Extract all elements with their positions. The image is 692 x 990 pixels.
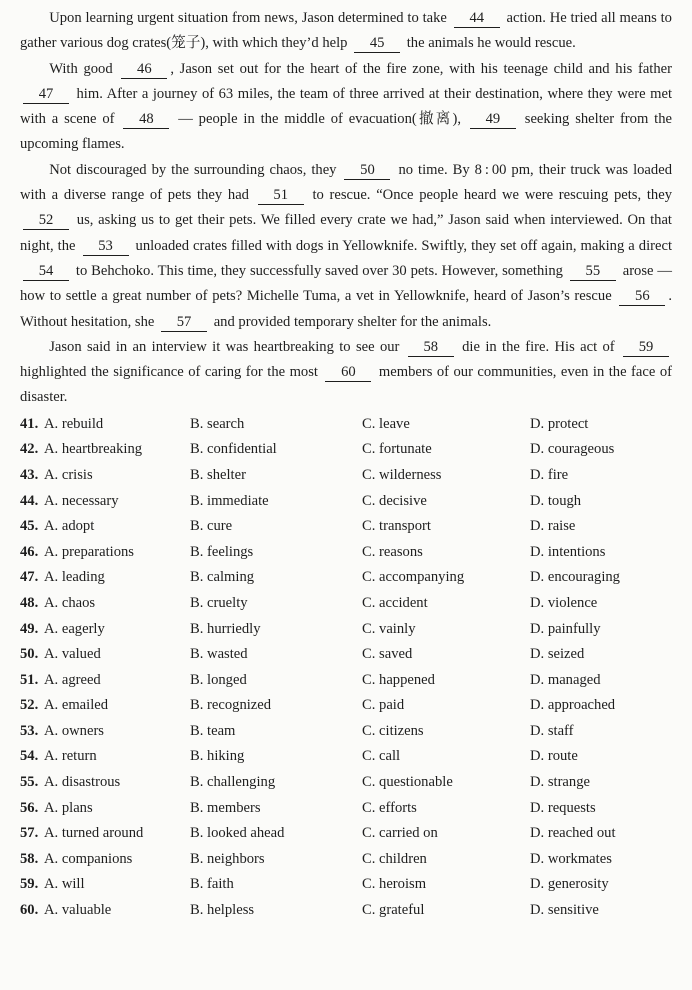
passage-text: no time. By 8 : 00 pm, their truck was loaded with a diverse range of pets they had <box>20 161 672 204</box>
answer-option: B. immediate <box>190 492 269 509</box>
question-row <box>20 668 672 694</box>
blank-number: 56 <box>619 288 665 306</box>
answer-option: C. happened <box>362 671 435 688</box>
answer-option: D. raise <box>530 518 576 535</box>
question-number: 52. <box>20 697 39 714</box>
answer-option: A. disastrous <box>44 774 121 791</box>
cloze-passage <box>20 6 672 411</box>
answer-options-list <box>20 412 672 924</box>
passage-text: and provided temporary shelter for the animals. <box>210 313 492 330</box>
answer-option: A. valuable <box>44 902 112 919</box>
passage-text: Jason said in an interview it was heartbreaking to see our <box>49 338 405 355</box>
blank-number: 57 <box>161 314 207 332</box>
answer-option: D. generosity <box>530 876 609 893</box>
answer-option: B. cruelty <box>190 594 248 611</box>
answer-option: C. decisive <box>362 492 427 509</box>
answer-option: B. calming <box>190 569 255 586</box>
passage-text: unloaded crates filled with dogs in Yellowknife. Swiftly, they set off again, making a direct <box>131 237 672 254</box>
passage-text: us, asking us to get their pets. We filled every crate we had,” Jason said when interviewed. On that night, the <box>20 212 672 254</box>
passage-text: , Jason set out for the heart of the fire zone, with his teenage child and his father <box>170 60 672 77</box>
blank-number: 54 <box>23 263 69 281</box>
answer-option: C. efforts <box>362 799 417 816</box>
answer-option: B. helpless <box>190 902 255 919</box>
answer-option: B. neighbors <box>190 850 265 867</box>
answer-option: D. strange <box>530 774 590 791</box>
blank-number: 50 <box>344 162 390 180</box>
question-row <box>20 514 672 540</box>
answer-option: A. plans <box>44 799 93 816</box>
answer-option: A. adopt <box>44 518 95 535</box>
question-number: 43. <box>20 466 39 483</box>
answer-option: C. carried on <box>362 825 438 842</box>
answer-option: D. protect <box>530 415 589 432</box>
question-number: 47. <box>20 569 39 586</box>
answer-option: C. accident <box>362 594 428 611</box>
answer-option: D. route <box>530 748 578 765</box>
answer-option: D. workmates <box>530 850 612 867</box>
question-row <box>20 693 672 719</box>
question-row <box>20 821 672 847</box>
answer-option: A. owners <box>44 722 104 739</box>
question-number: 46. <box>20 543 39 560</box>
answer-option: D. seized <box>530 646 585 663</box>
passage-text: arose — how to settle a great number of pets? Michelle Tuma, a vet in Yellowknife, heard of Jason’s rescue <box>20 262 673 305</box>
answer-option: D. staff <box>530 722 574 739</box>
question-row <box>20 617 672 643</box>
question-row <box>20 719 672 745</box>
question-number: 53. <box>20 722 39 739</box>
answer-option: C. citizens <box>362 722 424 739</box>
passage-paragraph <box>20 158 672 335</box>
answer-option: C. grateful <box>362 902 425 919</box>
answer-option: B. wasted <box>190 646 248 663</box>
question-row <box>20 591 672 617</box>
answer-option: D. reached out <box>530 825 616 842</box>
answer-option: C. reasons <box>362 543 423 560</box>
blank-number: 48 <box>123 111 169 129</box>
answer-option: C. accompanying <box>362 569 465 586</box>
blank-number: 45 <box>354 35 400 53</box>
answer-option: D. managed <box>530 671 601 688</box>
answer-option: D. encouraging <box>530 569 620 586</box>
answer-option: D. intentions <box>530 543 606 560</box>
passage-paragraph <box>20 335 672 411</box>
answer-option: C. wilderness <box>362 466 442 483</box>
blank-number: 60 <box>325 364 371 382</box>
blank-number: 49 <box>470 111 516 129</box>
answer-option: A. return <box>44 748 97 765</box>
answer-option: C. transport <box>362 518 431 535</box>
answer-option: D. courageous <box>530 441 615 458</box>
blank-number: 46 <box>121 61 167 79</box>
question-number: 48. <box>20 594 39 611</box>
answer-option: C. vainly <box>362 620 416 637</box>
blank-number: 53 <box>83 238 129 256</box>
answer-option: B. feelings <box>190 543 254 560</box>
passage-text: die in the fire. His act of <box>456 338 620 355</box>
answer-option: C. leave <box>362 415 410 432</box>
passage-text: to Behchoko. This time, they successfully saved over 30 pets. However, something <box>72 262 567 279</box>
answer-option: C. children <box>362 850 427 867</box>
question-number: 50. <box>20 646 39 663</box>
answer-option: B. cure <box>190 518 233 535</box>
question-number: 49. <box>20 620 39 637</box>
answer-option: B. longed <box>190 671 247 688</box>
answer-option: A. agreed <box>44 671 101 688</box>
passage-paragraph <box>20 6 672 57</box>
answer-option: D. approached <box>530 697 616 714</box>
question-number: 41. <box>20 415 39 432</box>
answer-option: B. hurriedly <box>190 620 261 637</box>
question-row <box>20 463 672 489</box>
question-row <box>20 412 672 438</box>
answer-option: B. members <box>190 799 261 816</box>
blank-number: 44 <box>454 10 500 28</box>
passage-text: . Without hesitation, she <box>20 288 672 330</box>
passage-text: — people in the middle of evacuation(撤离), <box>172 111 467 128</box>
question-number: 55. <box>20 774 39 791</box>
passage-text: Not discouraged by the surrounding chaos, they <box>49 161 342 178</box>
passage-paragraph <box>20 57 672 158</box>
question-number: 51. <box>20 671 39 688</box>
answer-option: B. search <box>190 415 245 432</box>
answer-option: A. preparations <box>44 543 134 560</box>
answer-option: B. shelter <box>190 466 246 483</box>
answer-option: C. heroism <box>362 876 427 893</box>
question-row <box>20 796 672 822</box>
answer-option: C. paid <box>362 697 405 714</box>
answer-option: A. chaos <box>44 594 96 611</box>
answer-option: D. tough <box>530 492 582 509</box>
question-number: 42. <box>20 441 39 458</box>
answer-option: A. leading <box>44 569 105 586</box>
question-number: 56. <box>20 799 39 816</box>
answer-option: A. will <box>44 876 85 893</box>
question-row <box>20 437 672 463</box>
question-row <box>20 898 672 924</box>
question-row <box>20 489 672 515</box>
answer-option: A. heartbreaking <box>44 441 143 458</box>
answer-option: B. faith <box>190 876 234 893</box>
question-row <box>20 744 672 770</box>
answer-option: A. rebuild <box>44 415 104 432</box>
passage-text: highlighted the significance of caring for the most <box>20 364 323 381</box>
question-number: 58. <box>20 850 39 867</box>
answer-option: C. questionable <box>362 774 453 791</box>
passage-text: action. He tried all means to gather various dog crates(笼子), with which they’d help <box>20 10 672 52</box>
question-number: 45. <box>20 518 39 535</box>
answer-option: A. eagerly <box>44 620 105 637</box>
question-number: 44. <box>20 492 39 509</box>
answer-option: A. companions <box>44 850 133 867</box>
answer-option: B. recognized <box>190 697 272 714</box>
answer-option: B. challenging <box>190 774 276 791</box>
passage-text: him. After a journey of 63 miles, the team of three arrived at their destination, where they were met with a scene of <box>20 85 672 128</box>
question-number: 60. <box>20 902 39 919</box>
passage-text: members of our communities, even in the face of disaster. <box>20 364 672 406</box>
question-number: 54. <box>20 748 39 765</box>
question-row <box>20 872 672 898</box>
blank-number: 47 <box>23 86 69 104</box>
passage-text: the animals he would rescue. <box>403 35 576 52</box>
answer-option: C. fortunate <box>362 441 432 458</box>
answer-option: D. requests <box>530 799 596 816</box>
blank-number: 59 <box>623 339 669 357</box>
answer-option: B. hiking <box>190 748 245 765</box>
answer-option: B. confidential <box>190 441 277 458</box>
blank-number: 55 <box>570 263 616 281</box>
question-row <box>20 565 672 591</box>
answer-option: A. crisis <box>44 466 93 483</box>
question-number: 59. <box>20 876 39 893</box>
question-row <box>20 847 672 873</box>
passage-text: Upon learning urgent situation from news, Jason determined to take <box>49 10 451 26</box>
passage-text: With good <box>49 60 119 77</box>
answer-option: D. sensitive <box>530 902 599 919</box>
answer-option: A. turned around <box>44 825 144 842</box>
passage-text: to rescue. “Once people heard we were rescuing pets, they <box>306 187 672 204</box>
blank-number: 58 <box>408 339 454 357</box>
answer-option: C. saved <box>362 646 413 663</box>
answer-option: A. emailed <box>44 697 109 714</box>
answer-option: A. valued <box>44 646 101 663</box>
answer-option: B. team <box>190 722 236 739</box>
question-number: 57. <box>20 825 39 842</box>
blank-number: 52 <box>23 212 69 230</box>
passage-text: seeking shelter from the upcoming flames. <box>20 111 672 153</box>
answer-option: D. fire <box>530 466 569 483</box>
blank-number: 51 <box>258 187 304 205</box>
answer-option: C. call <box>362 748 401 765</box>
answer-option: B. looked ahead <box>190 825 285 842</box>
answer-option: D. violence <box>530 594 598 611</box>
question-row <box>20 770 672 796</box>
question-row <box>20 540 672 566</box>
question-row <box>20 642 672 668</box>
answer-option: D. painfully <box>530 620 601 637</box>
answer-option: A. necessary <box>44 492 119 509</box>
